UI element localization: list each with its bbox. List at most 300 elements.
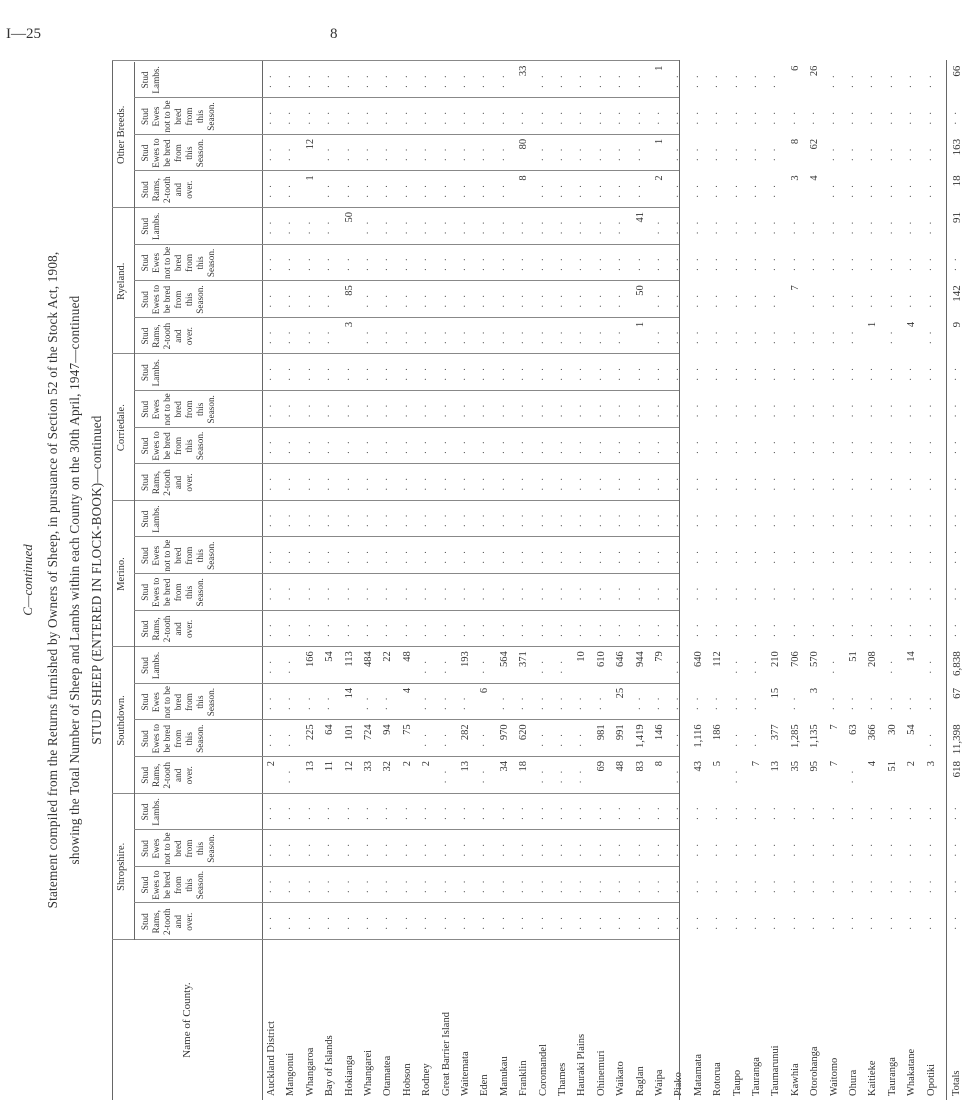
dot-leader: · ·	[304, 292, 316, 308]
dot-leader: · ·	[867, 439, 879, 455]
dot-leader: · ·	[285, 182, 297, 198]
dot-leader: · ·	[363, 622, 374, 638]
dot-leader: · ·	[537, 878, 549, 894]
dot-leader: · ·	[460, 329, 471, 345]
dot-leader: · ·	[809, 109, 821, 125]
dot-leader: · ·	[906, 622, 918, 638]
dot-leader: · ·	[692, 109, 704, 125]
dot-leader: · ·	[285, 256, 297, 272]
dot-leader: · ·	[557, 109, 568, 125]
dot-leader: · ·	[925, 731, 937, 747]
dot-leader: · ·	[421, 402, 433, 418]
statement-title	[42, 60, 108, 1100]
dot-leader: · ·	[751, 512, 762, 528]
dot-leader: · ·	[751, 256, 762, 272]
dot-leader: · ·	[848, 768, 859, 784]
dot-leader: · ·	[731, 805, 743, 821]
dot-leader: · ·	[673, 109, 685, 125]
table-top-rule	[112, 60, 113, 1100]
dot-leader: · ·	[692, 402, 704, 418]
dot-leader: · ·	[266, 622, 277, 638]
cell-value: 13	[770, 761, 782, 772]
dot-leader: · ·	[285, 475, 297, 491]
dot-leader: · ·	[285, 805, 297, 821]
dot-leader: · ·	[537, 585, 549, 601]
cell-value: 1	[867, 321, 879, 328]
dot-leader: · ·	[828, 475, 840, 491]
dot-leader: · ·	[518, 402, 530, 418]
dot-leader: · ·	[615, 329, 627, 345]
dot-leader: · ·	[712, 439, 724, 455]
dot-leader: · ·	[867, 256, 879, 272]
dot-leader: · ·	[615, 219, 627, 235]
dot-leader: · ·	[460, 256, 471, 272]
dot-leader: · ·	[731, 658, 743, 674]
dot-leader: · ·	[498, 878, 510, 894]
dot-leader: · ·	[828, 292, 840, 308]
dot-leader: · ·	[925, 402, 937, 418]
dot-leader: · ·	[886, 914, 898, 930]
dot-leader: · ·	[828, 146, 840, 162]
dot-leader: · ·	[615, 512, 627, 528]
dot-leader: · ·	[867, 219, 879, 235]
dot-leader: · ·	[906, 439, 918, 455]
county-name: Whakatane	[906, 1048, 918, 1096]
dot-leader: · ·	[421, 622, 433, 638]
dot-leader: · ·	[654, 548, 665, 564]
dot-leader: · ·	[731, 402, 743, 418]
cell-value: 25	[615, 687, 627, 699]
dot-leader: · ·	[634, 695, 646, 711]
rotated-table-page	[20, 60, 963, 1100]
dot-leader: · ·	[867, 622, 879, 638]
cell-value: 69	[595, 761, 607, 772]
dot-leader: · ·	[324, 914, 336, 930]
dot-leader: · ·	[634, 622, 646, 638]
dot-leader: · ·	[557, 182, 568, 198]
dot-leader: · ·	[324, 182, 336, 198]
dot-leader: · ·	[673, 548, 685, 564]
cell-value: 7	[828, 761, 840, 767]
dot-leader: · ·	[537, 548, 549, 564]
dot-leader: · ·	[828, 695, 840, 711]
table-bottom-rule	[679, 60, 680, 1100]
dot-leader: · ·	[363, 512, 374, 528]
dot-leader: · ·	[324, 73, 336, 89]
dot-leader: · ·	[770, 512, 782, 528]
dot-leader: · ·	[557, 146, 568, 162]
dot-leader: · ·	[789, 695, 801, 711]
dot-leader: · ·	[751, 146, 762, 162]
group-name-1: Shropshire.	[116, 842, 127, 891]
cell-value: 570	[809, 651, 821, 667]
dot-leader: · ·	[906, 475, 918, 491]
dot-leader: · ·	[440, 914, 452, 930]
dot-leader: · ·	[363, 219, 374, 235]
cell-value: 646	[615, 651, 627, 667]
dot-leader: · ·	[634, 109, 646, 125]
dot-leader: · ·	[789, 878, 801, 894]
dot-leader: · ·	[518, 512, 530, 528]
dot-leader: · ·	[266, 841, 277, 857]
dot-leader: · ·	[770, 146, 782, 162]
cell-value: 14	[906, 651, 918, 662]
dot-leader: · ·	[634, 512, 646, 528]
dot-leader: · ·	[421, 475, 433, 491]
dot-leader: · ·	[951, 402, 962, 418]
dot-leader: · ·	[673, 402, 685, 418]
dot-leader: · ·	[615, 73, 627, 89]
dot-leader: · ·	[789, 475, 801, 491]
county-name: Great Barrier Island	[440, 1012, 452, 1096]
dot-leader: · ·	[673, 73, 685, 89]
group-name-2: Southdown.	[116, 695, 127, 746]
dot-leader: · ·	[848, 622, 859, 638]
dot-leader: · ·	[925, 292, 937, 308]
dot-leader: · ·	[673, 585, 685, 601]
dot-leader: · ·	[925, 805, 937, 821]
dot-leader: · ·	[576, 219, 588, 235]
dot-leader: · ·	[770, 109, 782, 125]
dot-leader: · ·	[537, 182, 549, 198]
column-header: Stud Lambs.	[140, 798, 161, 826]
dot-leader: · ·	[654, 439, 665, 455]
dot-leader: · ·	[692, 878, 704, 894]
cell-value: 1	[654, 65, 665, 71]
dot-leader: · ·	[595, 219, 607, 235]
dot-leader: · ·	[576, 109, 588, 125]
dot-leader: · ·	[692, 622, 704, 638]
dot-leader: · ·	[576, 329, 588, 345]
column-header: Stud Ewes to be bred from this Season.	[140, 577, 205, 607]
dot-leader: · ·	[537, 73, 549, 89]
dot-leader: · ·	[770, 475, 782, 491]
dot-leader: · ·	[460, 475, 471, 491]
dot-leader: · ·	[906, 73, 918, 89]
dot-leader: · ·	[576, 439, 588, 455]
dot-leader: · ·	[304, 329, 316, 345]
dot-leader: · ·	[266, 73, 277, 89]
dot-leader: · ·	[304, 914, 316, 930]
dot-leader: · ·	[440, 622, 452, 638]
dot-leader: · ·	[731, 365, 743, 381]
continued-label: C—continued	[20, 544, 35, 616]
dot-leader: · ·	[809, 439, 821, 455]
county-name: Ohinemuri	[595, 1050, 607, 1096]
dot-leader: · ·	[537, 914, 549, 930]
cell-value: 970	[498, 724, 510, 741]
dot-leader: · ·	[925, 146, 937, 162]
dot-leader: · ·	[673, 219, 685, 235]
cell-value: 564	[498, 651, 510, 667]
cell-value: 1	[654, 138, 665, 145]
dot-leader: · ·	[692, 329, 704, 345]
dot-leader: · ·	[576, 512, 588, 528]
dot-leader: · ·	[615, 109, 627, 125]
dot-leader: · ·	[440, 109, 452, 125]
dot-leader: · ·	[266, 914, 277, 930]
dot-leader: · ·	[498, 622, 510, 638]
dot-leader: · ·	[886, 841, 898, 857]
dot-leader: · ·	[925, 219, 937, 235]
dot-leader: · ·	[595, 109, 607, 125]
dot-leader: · ·	[557, 805, 568, 821]
dot-leader: · ·	[751, 292, 762, 308]
cell-value: 26	[809, 65, 821, 77]
dot-leader: · ·	[951, 475, 962, 491]
dot-leader: · ·	[925, 878, 937, 894]
dot-leader: · ·	[595, 622, 607, 638]
dot-leader: · ·	[324, 512, 336, 528]
dot-leader: · ·	[828, 109, 840, 125]
dot-leader: · ·	[751, 109, 762, 125]
page-number: 8	[330, 26, 338, 42]
dot-leader: · ·	[886, 292, 898, 308]
dot-leader: · ·	[440, 805, 452, 821]
dot-leader: · ·	[440, 475, 452, 491]
dot-leader: · ·	[673, 439, 685, 455]
dot-leader: · ·	[285, 695, 297, 711]
dot-leader: · ·	[401, 219, 413, 235]
dot-leader: · ·	[906, 219, 918, 235]
dot-leader: · ·	[886, 585, 898, 601]
dot-leader: · ·	[266, 695, 277, 711]
dot-leader: · ·	[382, 73, 394, 89]
dot-leader: · ·	[615, 878, 627, 894]
dot-leader: · ·	[951, 878, 962, 894]
column-header: Stud Ewes to be bred from this Season.	[140, 431, 205, 461]
dot-leader: · ·	[751, 841, 762, 857]
dot-leader: · ·	[634, 548, 646, 564]
dot-leader: · ·	[343, 182, 355, 198]
dot-leader: · ·	[673, 658, 685, 674]
dot-leader: · ·	[673, 256, 685, 272]
dot-leader: · ·	[498, 512, 510, 528]
dot-leader: · ·	[576, 731, 588, 747]
dot-leader: · ·	[518, 695, 530, 711]
group-name-4: Corriedale.	[116, 404, 127, 452]
page-header	[0, 0, 700, 40]
cell-value: 33	[363, 761, 374, 772]
county-name: Taupo	[731, 1069, 743, 1096]
dot-leader: · ·	[421, 439, 433, 455]
dot-leader: · ·	[692, 73, 704, 89]
dot-leader: · ·	[518, 439, 530, 455]
dot-leader: · ·	[557, 292, 568, 308]
dot-leader: · ·	[518, 475, 530, 491]
dot-leader: · ·	[692, 805, 704, 821]
dot-leader: · ·	[789, 402, 801, 418]
dot-leader: · ·	[304, 512, 316, 528]
dot-leader: · ·	[634, 914, 646, 930]
dot-leader: · ·	[479, 475, 491, 491]
dot-leader: · ·	[925, 695, 937, 711]
dot-leader: · ·	[673, 329, 685, 345]
dot-leader: · ·	[343, 878, 355, 894]
dot-leader: · ·	[382, 329, 394, 345]
dot-leader: · ·	[266, 365, 277, 381]
dot-leader: · ·	[498, 841, 510, 857]
dot-leader: · ·	[615, 402, 627, 418]
dot-leader: · ·	[266, 548, 277, 564]
dot-leader: · ·	[770, 182, 782, 198]
dot-leader: · ·	[343, 256, 355, 272]
dot-leader: · ·	[576, 73, 588, 89]
dot-leader: · ·	[576, 914, 588, 930]
dot-leader: · ·	[518, 914, 530, 930]
dot-leader: · ·	[886, 109, 898, 125]
dot-leader: · ·	[324, 292, 336, 308]
dot-leader: · ·	[363, 841, 374, 857]
dot-leader: · ·	[731, 329, 743, 345]
dot-leader: · ·	[363, 548, 374, 564]
dot-leader: · ·	[537, 292, 549, 308]
cell-value: 724	[363, 724, 374, 741]
county-name: Matamata	[692, 1054, 704, 1096]
dot-leader: · ·	[421, 658, 433, 674]
dot-leader: · ·	[382, 402, 394, 418]
cell-value: 6	[479, 687, 491, 694]
dot-leader: · ·	[304, 256, 316, 272]
dot-leader: · ·	[343, 402, 355, 418]
dot-leader: · ·	[615, 622, 627, 638]
cell-value: 618	[951, 761, 963, 778]
column-header: Stud Ewes to be bred from this Season.	[140, 870, 205, 900]
column-header: Stud Rams, 2-tooth and over.	[140, 908, 194, 935]
dot-leader: · ·	[498, 585, 510, 601]
cell-value: 91	[951, 212, 963, 224]
cell-value: 9	[951, 321, 963, 328]
dot-leader: · ·	[731, 914, 743, 930]
dot-leader: · ·	[479, 402, 491, 418]
dot-leader: · ·	[440, 219, 452, 235]
dot-leader: · ·	[421, 109, 433, 125]
dot-leader: · ·	[421, 585, 433, 601]
dot-leader: · ·	[537, 512, 549, 528]
dot-leader: · ·	[828, 841, 840, 857]
dot-leader: · ·	[479, 439, 491, 455]
dot-leader: · ·	[576, 768, 588, 784]
dot-leader: · ·	[867, 914, 879, 930]
column-header: Stud Lambs.	[140, 359, 161, 387]
dot-leader: · ·	[886, 329, 898, 345]
cell-value: 193	[460, 651, 471, 667]
dot-leader: · ·	[867, 695, 879, 711]
group-name-3: Merino.	[116, 557, 127, 591]
dot-leader: · ·	[770, 585, 782, 601]
dot-leader: · ·	[304, 109, 316, 125]
dot-leader: · ·	[906, 402, 918, 418]
cell-value: 33	[518, 65, 530, 77]
dot-leader: · ·	[673, 695, 685, 711]
column-header: Stud Rams, 2-tooth and over.	[140, 469, 194, 496]
dot-leader: · ·	[751, 475, 762, 491]
dot-leader: · ·	[518, 585, 530, 601]
dot-leader: · ·	[770, 548, 782, 564]
dot-leader: · ·	[285, 841, 297, 857]
dot-leader: · ·	[460, 182, 471, 198]
dot-leader: · ·	[363, 256, 374, 272]
dot-leader: · ·	[382, 585, 394, 601]
dot-leader: · ·	[266, 512, 277, 528]
dot-leader: · ·	[731, 841, 743, 857]
dot-leader: · ·	[479, 73, 491, 89]
dot-leader: · ·	[382, 841, 394, 857]
dot-leader: · ·	[692, 841, 704, 857]
dot-leader: · ·	[498, 292, 510, 308]
dot-leader: · ·	[285, 512, 297, 528]
dot-leader: · ·	[867, 73, 879, 89]
cell-value: 4	[867, 761, 879, 767]
dot-leader: · ·	[951, 805, 962, 821]
dot-leader: · ·	[401, 475, 413, 491]
dot-leader: · ·	[557, 219, 568, 235]
dot-leader: · ·	[809, 219, 821, 235]
cell-value: 51	[848, 651, 859, 662]
dot-leader: · ·	[285, 402, 297, 418]
dot-leader: · ·	[673, 768, 685, 784]
cell-value: 4	[906, 321, 918, 328]
dot-leader: · ·	[440, 292, 452, 308]
dot-leader: · ·	[343, 146, 355, 162]
dot-leader: · ·	[867, 109, 879, 125]
dot-leader: · ·	[654, 109, 665, 125]
dot-leader: · ·	[266, 585, 277, 601]
column-header: Stud Ewes not to be bred from this Season.	[140, 539, 216, 572]
dot-leader: · ·	[460, 73, 471, 89]
dot-leader: · ·	[770, 402, 782, 418]
dot-leader: · ·	[634, 585, 646, 601]
dot-leader: · ·	[751, 548, 762, 564]
dot-leader: · ·	[285, 439, 297, 455]
dot-leader: · ·	[382, 109, 394, 125]
dot-leader: · ·	[673, 841, 685, 857]
dot-leader: · ·	[595, 548, 607, 564]
dot-leader: · ·	[537, 805, 549, 821]
dot-leader: · ·	[576, 841, 588, 857]
dot-leader: · ·	[460, 805, 471, 821]
dot-leader: · ·	[809, 256, 821, 272]
cell-value: 366	[867, 724, 879, 741]
dot-leader: · ·	[421, 731, 433, 747]
cell-value: 981	[595, 724, 607, 741]
dot-leader: · ·	[692, 292, 704, 308]
dot-leader: · ·	[285, 658, 297, 674]
dot-leader: · ·	[363, 585, 374, 601]
dot-leader: · ·	[537, 731, 549, 747]
dot-leader: · ·	[518, 365, 530, 381]
dot-leader: · ·	[537, 768, 549, 784]
dot-leader: · ·	[266, 475, 277, 491]
dot-leader: · ·	[363, 475, 374, 491]
dot-leader: · ·	[401, 548, 413, 564]
dot-leader: · ·	[460, 402, 471, 418]
dot-leader: · ·	[886, 182, 898, 198]
dot-leader: · ·	[731, 439, 743, 455]
dot-leader: · ·	[479, 768, 491, 784]
dot-leader: · ·	[304, 475, 316, 491]
dot-leader: · ·	[634, 256, 646, 272]
column-header: Stud Ewes not to be bred from this Season.	[140, 393, 216, 426]
dot-leader: · ·	[692, 695, 704, 711]
dot-leader: · ·	[925, 73, 937, 89]
stud-sheep-table	[112, 60, 963, 1100]
dot-leader: · ·	[848, 365, 859, 381]
dot-leader: · ·	[848, 219, 859, 235]
county-name: Kaitieke	[867, 1060, 879, 1096]
county-name: Coromandel	[537, 1044, 549, 1096]
county-name: Franklin	[518, 1060, 530, 1096]
